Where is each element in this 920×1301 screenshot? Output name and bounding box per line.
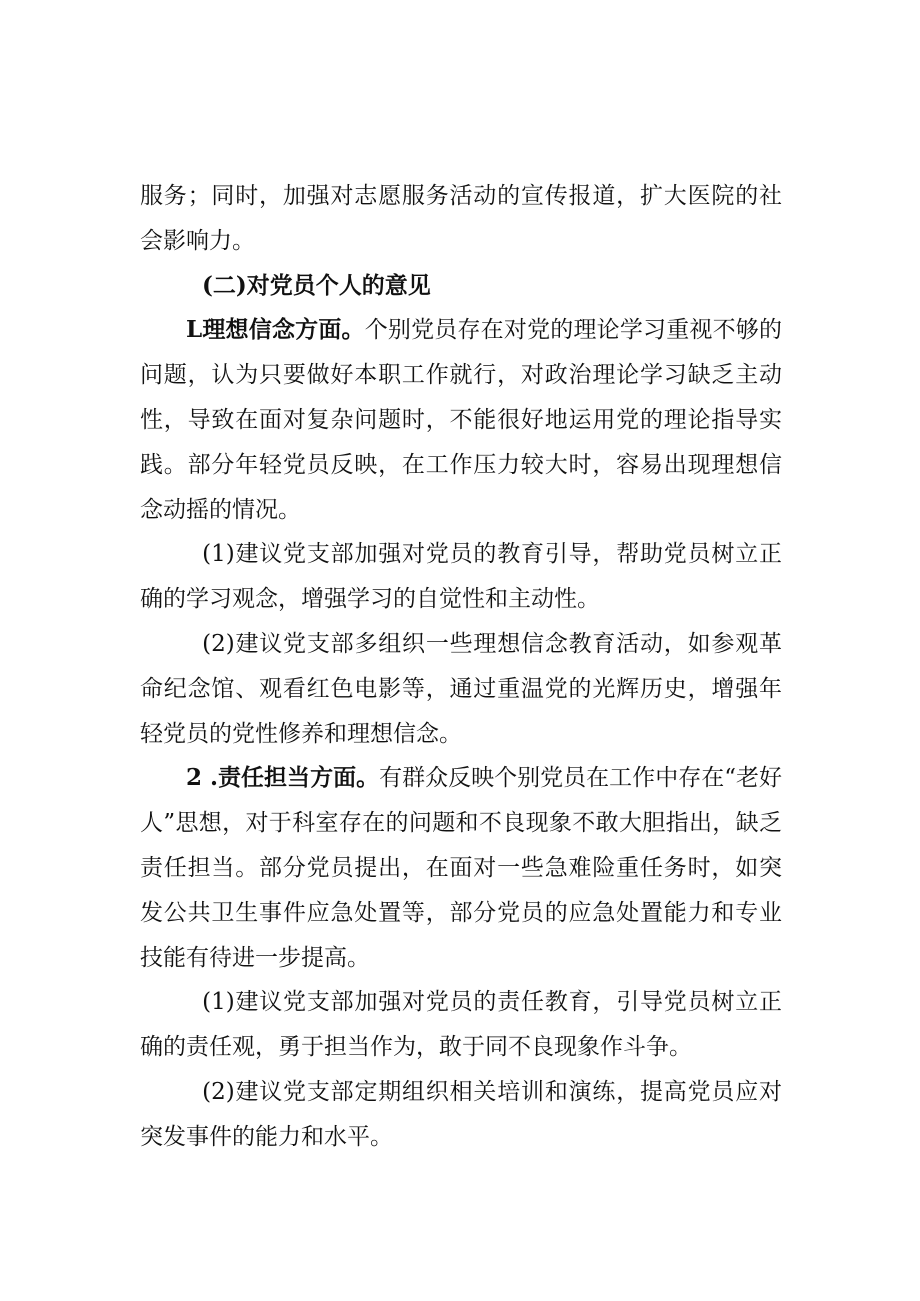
- item2-paragraph: [140, 756, 782, 980]
- item1-body: 个别党员存在对党的理论学习重视不够的问题，认为只要做好本职工作就行，对政治理论学习缺乏主动性，导致在面对复杂问题时，不能很好地运用党的理论指导实践。部分年轻党员反映，在工作压力较大时，容易出现理想信念动摇的情况。: [140, 317, 783, 523]
- paragraph-continuation: 服务；同时，加强对志愿服务活动的宣传报道，扩大医院的社会影响力。: [140, 183, 782, 254]
- item1-suggestion-1: (1)建议党支部加强对党员的教育引导，帮助党员树立正确的学习观念，增强学习的自觉性和主动性。: [140, 541, 782, 613]
- item2-body: 有群众反映个别党员在工作中存在“老好人”思想，对于科室存在的问题和不良现象不敢大胆指出，缺乏责任担当。部分党员提出，在面对一些急难险重任务时，如突发公共卫生事件应急处置等，部分党员的应急处置能力和专业技能有待进一步提高。: [140, 765, 782, 971]
- item1-lead: L理想信念方面。: [186, 316, 365, 344]
- item2-suggestion-2: (2)建议党支部定期组织相关培训和演练，提高党员应对突发事件的能力和水平。: [140, 1078, 782, 1150]
- document-body: [140, 174, 782, 1160]
- item1-suggestion-2: (2)建议党支部多组织一些理想信念教育活动，如参观革命纪念馆、观看红色电影等，通过重温党的光辉历史，增强年轻党员的党性修养和理想信念。: [140, 630, 782, 747]
- item1-paragraph: [140, 308, 782, 532]
- section-heading: (二)对党员个人的意见: [202, 271, 431, 299]
- item2-lead: 2 .责任担当方面。: [186, 764, 380, 792]
- item2-suggestion-1: (1)建议党支部加强对党员的责任教育，引导党员树立正确的责任观，勇于担当作为，敢于同不良现象作斗争。: [140, 989, 782, 1061]
